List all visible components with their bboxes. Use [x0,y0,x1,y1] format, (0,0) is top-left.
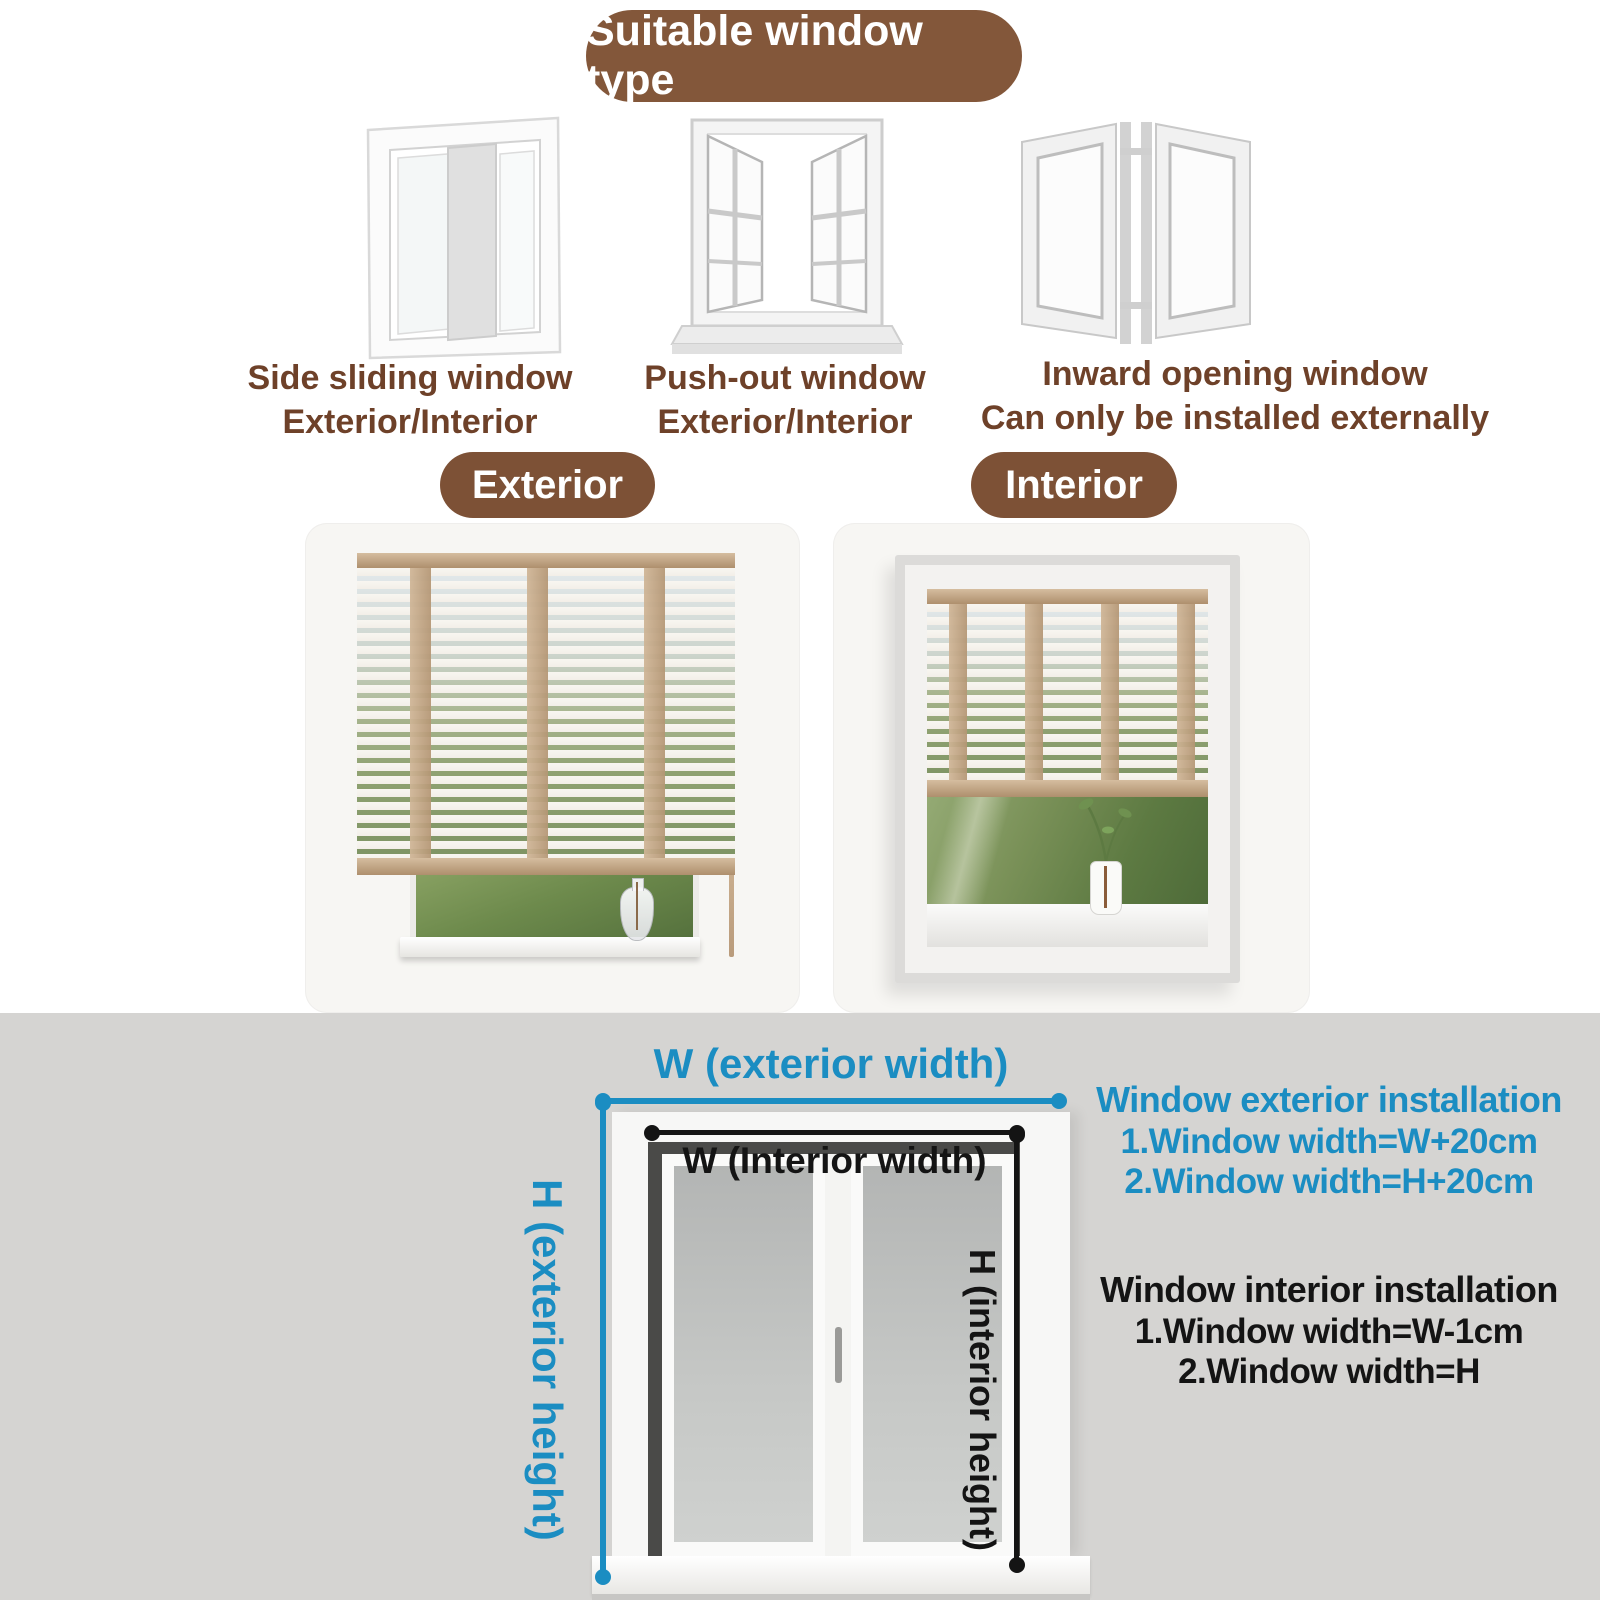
left-glass [674,1166,813,1542]
caption-line: Can only be installed externally [980,399,1490,437]
venetian-blinds [357,553,735,875]
interior-instructions-line2: 2.Window width=H [1178,1352,1480,1391]
window-recess [927,589,1208,947]
window-sill [927,904,1208,947]
exterior-installation-instructions [1068,1078,1590,1202]
sill-shadow [592,1594,1090,1600]
window-frame [895,555,1240,983]
interior-instructions-title: Window interior installation [1100,1269,1558,1310]
page-title: Suitable window type [586,7,923,104]
exterior-badge [440,452,655,518]
window-frame-trim [905,565,1230,973]
blind-slats [357,568,735,858]
blind-bottom-rail [357,858,735,875]
interior-width-label: W (Interior width) [682,1140,987,1181]
caption-push-out [615,356,955,444]
title-pill [586,7,1022,104]
interior-badge [971,452,1177,518]
side-sliding-window-icon [348,106,578,362]
blind-tape [644,568,665,858]
caption-line: Exterior/Interior [282,403,538,441]
exterior-width-label: W (exterior width) [653,1040,1009,1087]
interior-height-line [1014,1132,1019,1568]
exterior-instructions-line2: 2.Window width=H+20cm [1124,1162,1534,1201]
interior-installation-photo [833,523,1310,1013]
interior-installation-instructions [1068,1268,1590,1392]
caption-line: Side sliding window [247,359,573,397]
blind-top-rail [357,553,735,568]
blind-tape [410,568,431,858]
exterior-height-label: H (exterior height) [524,1179,571,1541]
interior-height-label: H (interior height) [962,1249,1003,1551]
window-sill [400,937,700,957]
caption-line: Exterior/Interior [657,403,913,441]
interior-badge-label: Interior [1005,462,1143,507]
blind-tape [1177,604,1195,780]
window-opening [410,875,699,945]
blind-tape [1025,604,1043,780]
blind-tape [1101,604,1119,780]
blind-slats [927,604,1208,780]
caption-line: Inward opening window [1042,355,1428,393]
exterior-installation-photo [305,523,800,1013]
interior-width-line [649,1130,1020,1135]
exterior-instructions-line1: 1.Window width=W+20cm [1120,1122,1538,1161]
inward-opening-window-icon [1006,112,1266,354]
push-out-window-icon [662,108,912,364]
blind-tape [949,604,967,780]
blind-tape [527,568,548,858]
caption-line: Push-out window [644,359,926,397]
blind-pull-cord [729,873,734,957]
window-handle [835,1327,842,1383]
caption-side-sliding [220,356,600,444]
venetian-blinds [927,589,1208,797]
blind-top-rail [927,589,1208,604]
white-vase [1090,861,1122,915]
interior-instructions-line1: 1.Window width=W-1cm [1134,1312,1524,1351]
exterior-instructions-title: Window exterior installation [1096,1079,1562,1120]
exterior-height-line [600,1100,606,1580]
exterior-width-line [600,1098,1062,1104]
left-sash [662,1154,825,1556]
exterior-badge-label: Exterior [471,462,624,507]
caption-inward-opening [950,352,1520,440]
plant-sprig [1068,794,1138,869]
center-mullion [825,1154,851,1556]
